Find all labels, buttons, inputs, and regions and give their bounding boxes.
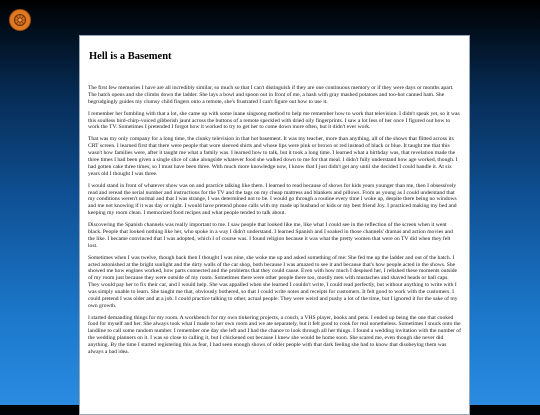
paragraph: I started demanding things for my room. A workbench for my own tinkering projects, a couch, a VHS player, books and pens. I ended up being the one that cooked food for myself and her. She always took what I made to her own room and we ate separately, but it felt good to cook for real nonetheless. Sometimes I snuck onto the landline to call some random number. I remember one day she left and I had the chance to look through all her things. I found a wedding invitation with the number of the wedding planners on it. I was so close to calling it, but I chickened out because I knew she would be home soon. She scared me, even though she never did anything. By the time I started registering this as fear, I had seen enough shows of older people with that dark feeling she had to know that disobeying them was always a bad idea. — [88, 314, 461, 355]
document-page — [79, 35, 470, 415]
page-title: Hell is a Basement — [89, 51, 172, 62]
paragraph: That was my only company for a long time, the clunky television in that hot basement. It was my teacher, more than anything, all of the shows that flitted across its CRT screen. I learned first that there were people that wore sleeved shirts and whose lips were pink or brown or red instead of black or blue. It taught me that this wasn't how families were, after it taught me what a family was. I learned how to talk, but it took a long time. I learned what a birthday was, that revelation made the three times I had been given a single slice of cake alongside whatever food she walked down to me for that meal. I didn't fully understand how age worked, though. I had gotten cake three times, so I must have been three. With much more knowledge now, I know that I just didn't get any until she decided I could handle it. At six years old I thought I was three. — [88, 136, 458, 177]
paragraph: Discovering the Spanish channels was really important to me. I saw people that looked like me, like what I could see in the reflection of the screen when it went black. People that looked nothing like her, who spoke in a way I didn't understand. I learned Spanish and I soaked in those channels' dramas and action movies and the like. I became convinced that I was adopted, which I of course was. I found religion because it was what the pretty women that were on TV did when they felt lost. — [88, 222, 453, 249]
paragraph: The first few memories I have are all incredibly similar, so much so that I can't distinguish if they are one continuous memory or if they were days or months apart. The hatch opens and she climbs down the ladder. She lays a bowl and spoon out in front of me, a hash with gray mashed potatoes and too-hot canned ham. She begrudgingly guides my clumsy child fingers onto a remote, she's frustrated I can't figure out how to use it. — [88, 85, 454, 105]
paragraph: I would stand in front of whatever show was on and practice talking like them. I learned to read because of shows for kids years younger than me, then I obsessively read and reread the serial number and instructions for the TV and the tags on my cheap mattress and blankets and pillows. From as young as I could understand that my conditions weren't normal and that I was strange, I was determined not to be. I would go through a routine every time I woke up, despite there being no windows and me not knowing if it was day or night. I would have pretend phone calls with my made up husband or kids or my best friend Joy. I practiced making my bed and keeping my room clean. I memorized food recipes and what people tended to talk about. — [88, 182, 457, 217]
paragraph: Sometimes when I was twelve, though back then I thought I was nine, she woke me up and asked something of me: She fed me up the ladder and out of the hatch. I acted astonished at the bright sunlight and the dirty walls of the car shop, both because I was amazed to see it and because that's how people acted in the shows. She showed me how engines worked, how parts connected and the problems that they could cause. Even with how much I despised her, I relished these moments outside of my room just because they were outside of my room. Sometimes there were other people there too, mostly men with mustaches and shaved heads or ball caps. They would pay her to fix their car, and I would help. She was appalled when she learned I couldn't write, I could read perfectly, but without anything to write with I was simply unable to learn. She taught me that, obviously bothered, so that I could write notes and receipts for customers. It felt good to work with the customers. I could pretend I was older and at a job. I could practice talking to other, actual people. They were weird and pushy a lot of the time, but I ignored it for the sake of my own growth. — [88, 254, 458, 309]
paragraph: I remember her fumbling with that a lot, she came up with some inane singsong method to help me remember how to work that television. I didn't speak yet, so it was this soulless bird-chirp-voiced gibberish jaunt across the buttons of a remote speckled with dried oily fingerprints. I saw a lot less of her once I figured out how to work the TV. Sometimes I pretended I forgot how it worked to try to get her to come down more often, but it didn't ever work. — [88, 110, 460, 131]
logo-glyph-icon — [12, 12, 28, 28]
site-logo-icon[interactable] — [9, 9, 31, 31]
